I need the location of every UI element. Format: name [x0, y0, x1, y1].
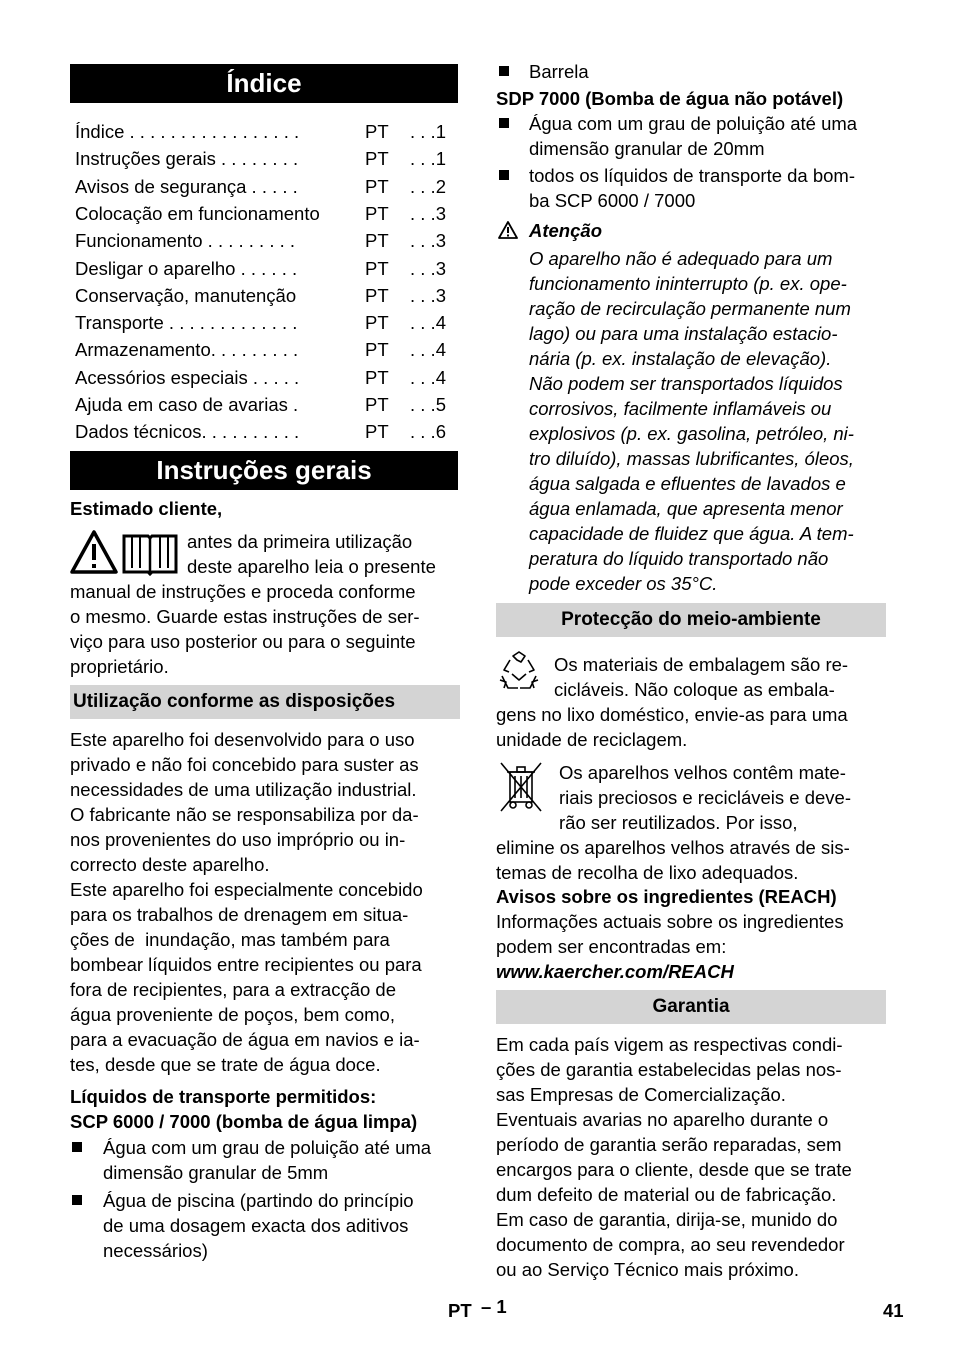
toc-entry-page: . . .2 — [410, 175, 446, 197]
toc-entry-lang: PT — [365, 394, 389, 415]
text-line: fora de recipientes, para a extracção de — [70, 979, 396, 1000]
environment-section-title: Protecção do meio-ambiente — [496, 603, 886, 637]
toc-entry-title: Colocação em funcionamento — [75, 202, 320, 224]
toc-entry-lang: PT — [365, 175, 389, 197]
environment-paragraph-1 — [496, 652, 848, 752]
text-line: Eventuais avarias no aparelho durante o — [496, 1109, 829, 1130]
toc-entry[interactable] — [75, 227, 455, 254]
toc-entry[interactable] — [75, 364, 455, 391]
toc-entry-title: Armazenamento. . . . . . . . . — [75, 339, 299, 361]
text-line: água salgada e efluentes de lavados e — [529, 473, 846, 494]
indice-title: Índice — [70, 64, 458, 103]
toc-entry-lang: PT — [365, 421, 389, 443]
text-line: Em caso de garantia, dirija-se, munido do — [496, 1209, 838, 1230]
toc-entry-title: Avisos de segurança . . . . . — [75, 175, 298, 197]
text-line: necessidades de uma utilização industrial. — [70, 779, 417, 800]
text-line: rão ser reutilizados. Por isso, — [559, 812, 798, 833]
toc-entry-title: Conservação, manutenção — [75, 284, 297, 306]
toc-entry[interactable] — [75, 200, 455, 227]
warranty-text — [496, 1032, 852, 1282]
toc-entry[interactable] — [75, 391, 455, 418]
text-line: elimine os aparelhos velhos através de sis- — [496, 837, 850, 858]
text-line: ções de inundação, mas também para — [70, 929, 390, 950]
utilizacao-paragraph-1 — [70, 727, 419, 877]
text-line: capacidade de fluidez que água. A tem- — [529, 523, 854, 544]
text-line: nos provenientes do uso impróprio ou in- — [70, 829, 406, 850]
text-line: de uma dosagem exacta dos aditivos — [103, 1215, 409, 1236]
sdp-title: SDP 7000 (Bomba de água não potável) — [496, 88, 844, 109]
scp-list-item-2 — [103, 1188, 414, 1263]
toc-entry-page: . . .3 — [410, 257, 446, 279]
toc-entry[interactable] — [75, 118, 455, 145]
toc-entry-lang: PT — [365, 312, 389, 334]
environment-paragraph-2 — [496, 760, 851, 885]
attention-title: Atenção — [529, 220, 602, 241]
toc-entry-page: . . .3 — [410, 284, 446, 306]
text-line: privado e não foi concebido para suster as — [70, 754, 419, 775]
intro-line-6: proprietário. — [70, 656, 169, 677]
utilizacao-section-title: Utilização conforme as disposições — [70, 685, 460, 719]
toc-entry[interactable] — [75, 255, 455, 282]
intro-line-2: deste aparelho leia o presente — [187, 556, 436, 577]
text-line: gens no lixo doméstico, envie-as para uma — [496, 704, 848, 725]
intro-line-4: o mesmo. Guarde estas instruções de ser- — [70, 606, 420, 627]
text-line: Este aparelho foi desenvolvido para o uso — [70, 729, 415, 750]
toc-entry-lang: PT — [365, 284, 389, 306]
toc-entry-title: Desligar o aparelho . . . . . . — [75, 257, 298, 279]
text-line: corrosivos, facilmente inflamáveis ou — [529, 398, 832, 419]
text-line: Água com um grau de poluição até uma — [529, 113, 858, 134]
text-line: dimensão granular de 5mm — [103, 1162, 329, 1183]
text-line: nária (p. ex. instalação de elevação). — [529, 348, 832, 369]
intro-line-5: viço para uso posterior ou para o seguinte — [70, 631, 416, 652]
text-line: ções de garantia estabelecidas pelas nos- — [496, 1059, 842, 1080]
text-line: lago) ou para uma instalação estacio- — [529, 323, 838, 344]
text-line: ba SCP 6000 / 7000 — [529, 190, 696, 211]
intro-line-3: manual de instruções e proceda conforme — [70, 581, 416, 602]
toc-entry-title: Dados técnicos. . . . . . . . . . — [75, 421, 300, 443]
text-line: água enlamada, que apresenta menor — [529, 498, 843, 519]
reach-title: Avisos sobre os ingredientes (REACH) — [496, 886, 837, 907]
text-line: dum defeito de material ou de fabricação. — [496, 1184, 837, 1205]
text-line: Água com um grau de poluição até uma — [103, 1137, 432, 1158]
toc-entry-title: Funcionamento . . . . . . . . . — [75, 230, 296, 252]
text-line: necessários) — [103, 1240, 208, 1261]
scp-list-item-1 — [103, 1135, 431, 1185]
text-line: para os trabalhos de drenagem em situa- — [70, 904, 409, 925]
footer-dash-page: – 1 — [481, 1296, 507, 1317]
text-line: riais preciosos e recicláveis e deve- — [559, 787, 852, 808]
text-line: peratura do líquido transportado não — [529, 548, 829, 569]
text-line: período de garantia serão reparadas, sem — [496, 1134, 842, 1155]
text-line: todos os líquidos de transporte da bom- — [529, 165, 855, 186]
toc-entry[interactable] — [75, 336, 455, 363]
text-line: podem ser encontradas em: — [496, 936, 727, 957]
text-line: Os materiais de embalagem são re- — [554, 654, 849, 675]
toc-entry-page: . . .3 — [410, 230, 446, 252]
text-line: O aparelho não é adequado para um — [529, 248, 833, 269]
toc-entry-page: . . .4 — [410, 339, 446, 361]
sdp-list-item-2 — [529, 163, 855, 213]
bullet-icon — [499, 118, 509, 128]
instrucoes-gerais-title: Instruções gerais — [70, 451, 458, 490]
text-line: água proveniente de poços, bem como, — [70, 1004, 395, 1025]
toc-entry-lang: PT — [365, 366, 389, 388]
text-line: bombear líquidos entre recipientes ou para — [70, 954, 422, 975]
utilizacao-paragraph-2 — [70, 877, 423, 1077]
text-line: temas de recolha de lixo adequados. — [496, 862, 799, 883]
text-line: funcionamento ininterrupto (p. ex. ope- — [529, 273, 847, 294]
toc-entry-page: . . .4 — [410, 312, 446, 334]
text-line: tes, desde que se trate de água doce. — [70, 1054, 381, 1075]
text-line: Os aparelhos velhos contêm mate- — [559, 762, 846, 783]
toc-entry-lang: PT — [365, 202, 389, 224]
toc-entry-lang: PT — [365, 230, 389, 252]
toc-entry[interactable] — [75, 309, 455, 336]
text-line: explosivos (p. ex. gasolina, petróleo, ni- — [529, 423, 854, 444]
toc-entry-lang: PT — [365, 257, 389, 279]
warning-manual-icon — [70, 528, 180, 576]
toc-entry-page: . . .1 — [410, 121, 446, 142]
text-line: encargos para o cliente, desde que se trate — [496, 1159, 852, 1180]
reach-link[interactable]: www.kaercher.com/REACH — [496, 961, 734, 982]
text-line: Em cada país vigem as respectivas condi- — [496, 1034, 843, 1055]
text-line: ração de recirculação permanente num — [529, 298, 851, 319]
text-line: Informações actuais sobre os ingredientes — [496, 911, 844, 932]
toc-entry-title: Transporte . . . . . . . . . . . . . — [75, 312, 298, 334]
text-line: dimensão granular de 20mm — [529, 138, 765, 159]
page-number: 41 — [883, 1300, 904, 1321]
greeting: Estimado cliente, — [70, 498, 223, 519]
bullet-icon — [499, 66, 509, 76]
text-line: Este aparelho foi especialmente concebido — [70, 879, 423, 900]
liquids-title: Líquidos de transporte permitidos: — [70, 1086, 377, 1107]
toc-entry[interactable] — [75, 145, 455, 172]
toc-entry-page: . . .6 — [410, 421, 446, 443]
attention-text — [529, 246, 854, 596]
text-line: Água de piscina (partindo do princípio — [103, 1190, 414, 1211]
toc-entry-title: Instruções gerais . . . . . . . . — [75, 148, 299, 170]
intro-line-1: antes da primeira utilização — [187, 531, 413, 552]
text-line: pode exceder os 35°C. — [529, 573, 718, 594]
scp-title: SCP 6000 / 7000 (bomba de água limpa) — [70, 1111, 418, 1132]
toc-entry-lang: PT — [365, 148, 389, 170]
toc-entry-title: Acessórios especiais . . . . . — [75, 366, 300, 388]
bullet-icon — [499, 170, 509, 180]
bullet-icon — [72, 1195, 82, 1205]
text-line: sas Empresas de Comercialização. — [496, 1084, 786, 1105]
toc-entry[interactable] — [75, 282, 455, 309]
text-line: tro diluído), massas lubrificantes, óleos, — [529, 448, 854, 469]
text-line: Não podem ser transportados líquidos — [529, 373, 843, 394]
warning-icon — [497, 220, 519, 240]
toc-entry-page: . . .4 — [410, 366, 446, 388]
toc-entry[interactable] — [75, 173, 455, 200]
bullet-icon — [72, 1142, 82, 1152]
toc-entry-title: Índice . . . . . . . . . . . . . . . . . — [75, 121, 300, 142]
text-line: ou ao Serviço Técnico mais próximo. — [496, 1259, 799, 1280]
reach-text — [496, 909, 844, 959]
toc-entry[interactable] — [75, 418, 455, 445]
barrela-item: Barrela — [529, 61, 589, 82]
text-line: para a evacuação de água em navios e ia- — [70, 1029, 420, 1050]
toc-entry-title: Ajuda em caso de avarias . — [75, 394, 299, 415]
toc-entry-lang: PT — [365, 121, 389, 142]
toc-entry-page: . . .1 — [410, 148, 446, 170]
text-line: cicláveis. Não coloque as embala- — [554, 679, 835, 700]
text-line: unidade de reciclagem. — [496, 729, 688, 750]
toc-entry-page: . . .5 — [410, 394, 446, 415]
toc-entry-page: . . .3 — [410, 202, 446, 224]
sdp-list-item-1 — [529, 111, 857, 161]
text-line: correcto deste aparelho. — [70, 854, 270, 875]
footer-lang: PT — [448, 1300, 472, 1321]
text-line: O fabricante não se responsabiliza por da- — [70, 804, 419, 825]
text-line: documento de compra, ao seu revendedor — [496, 1234, 845, 1255]
toc-entry-lang: PT — [365, 339, 389, 361]
warranty-section-title: Garantia — [496, 990, 886, 1024]
